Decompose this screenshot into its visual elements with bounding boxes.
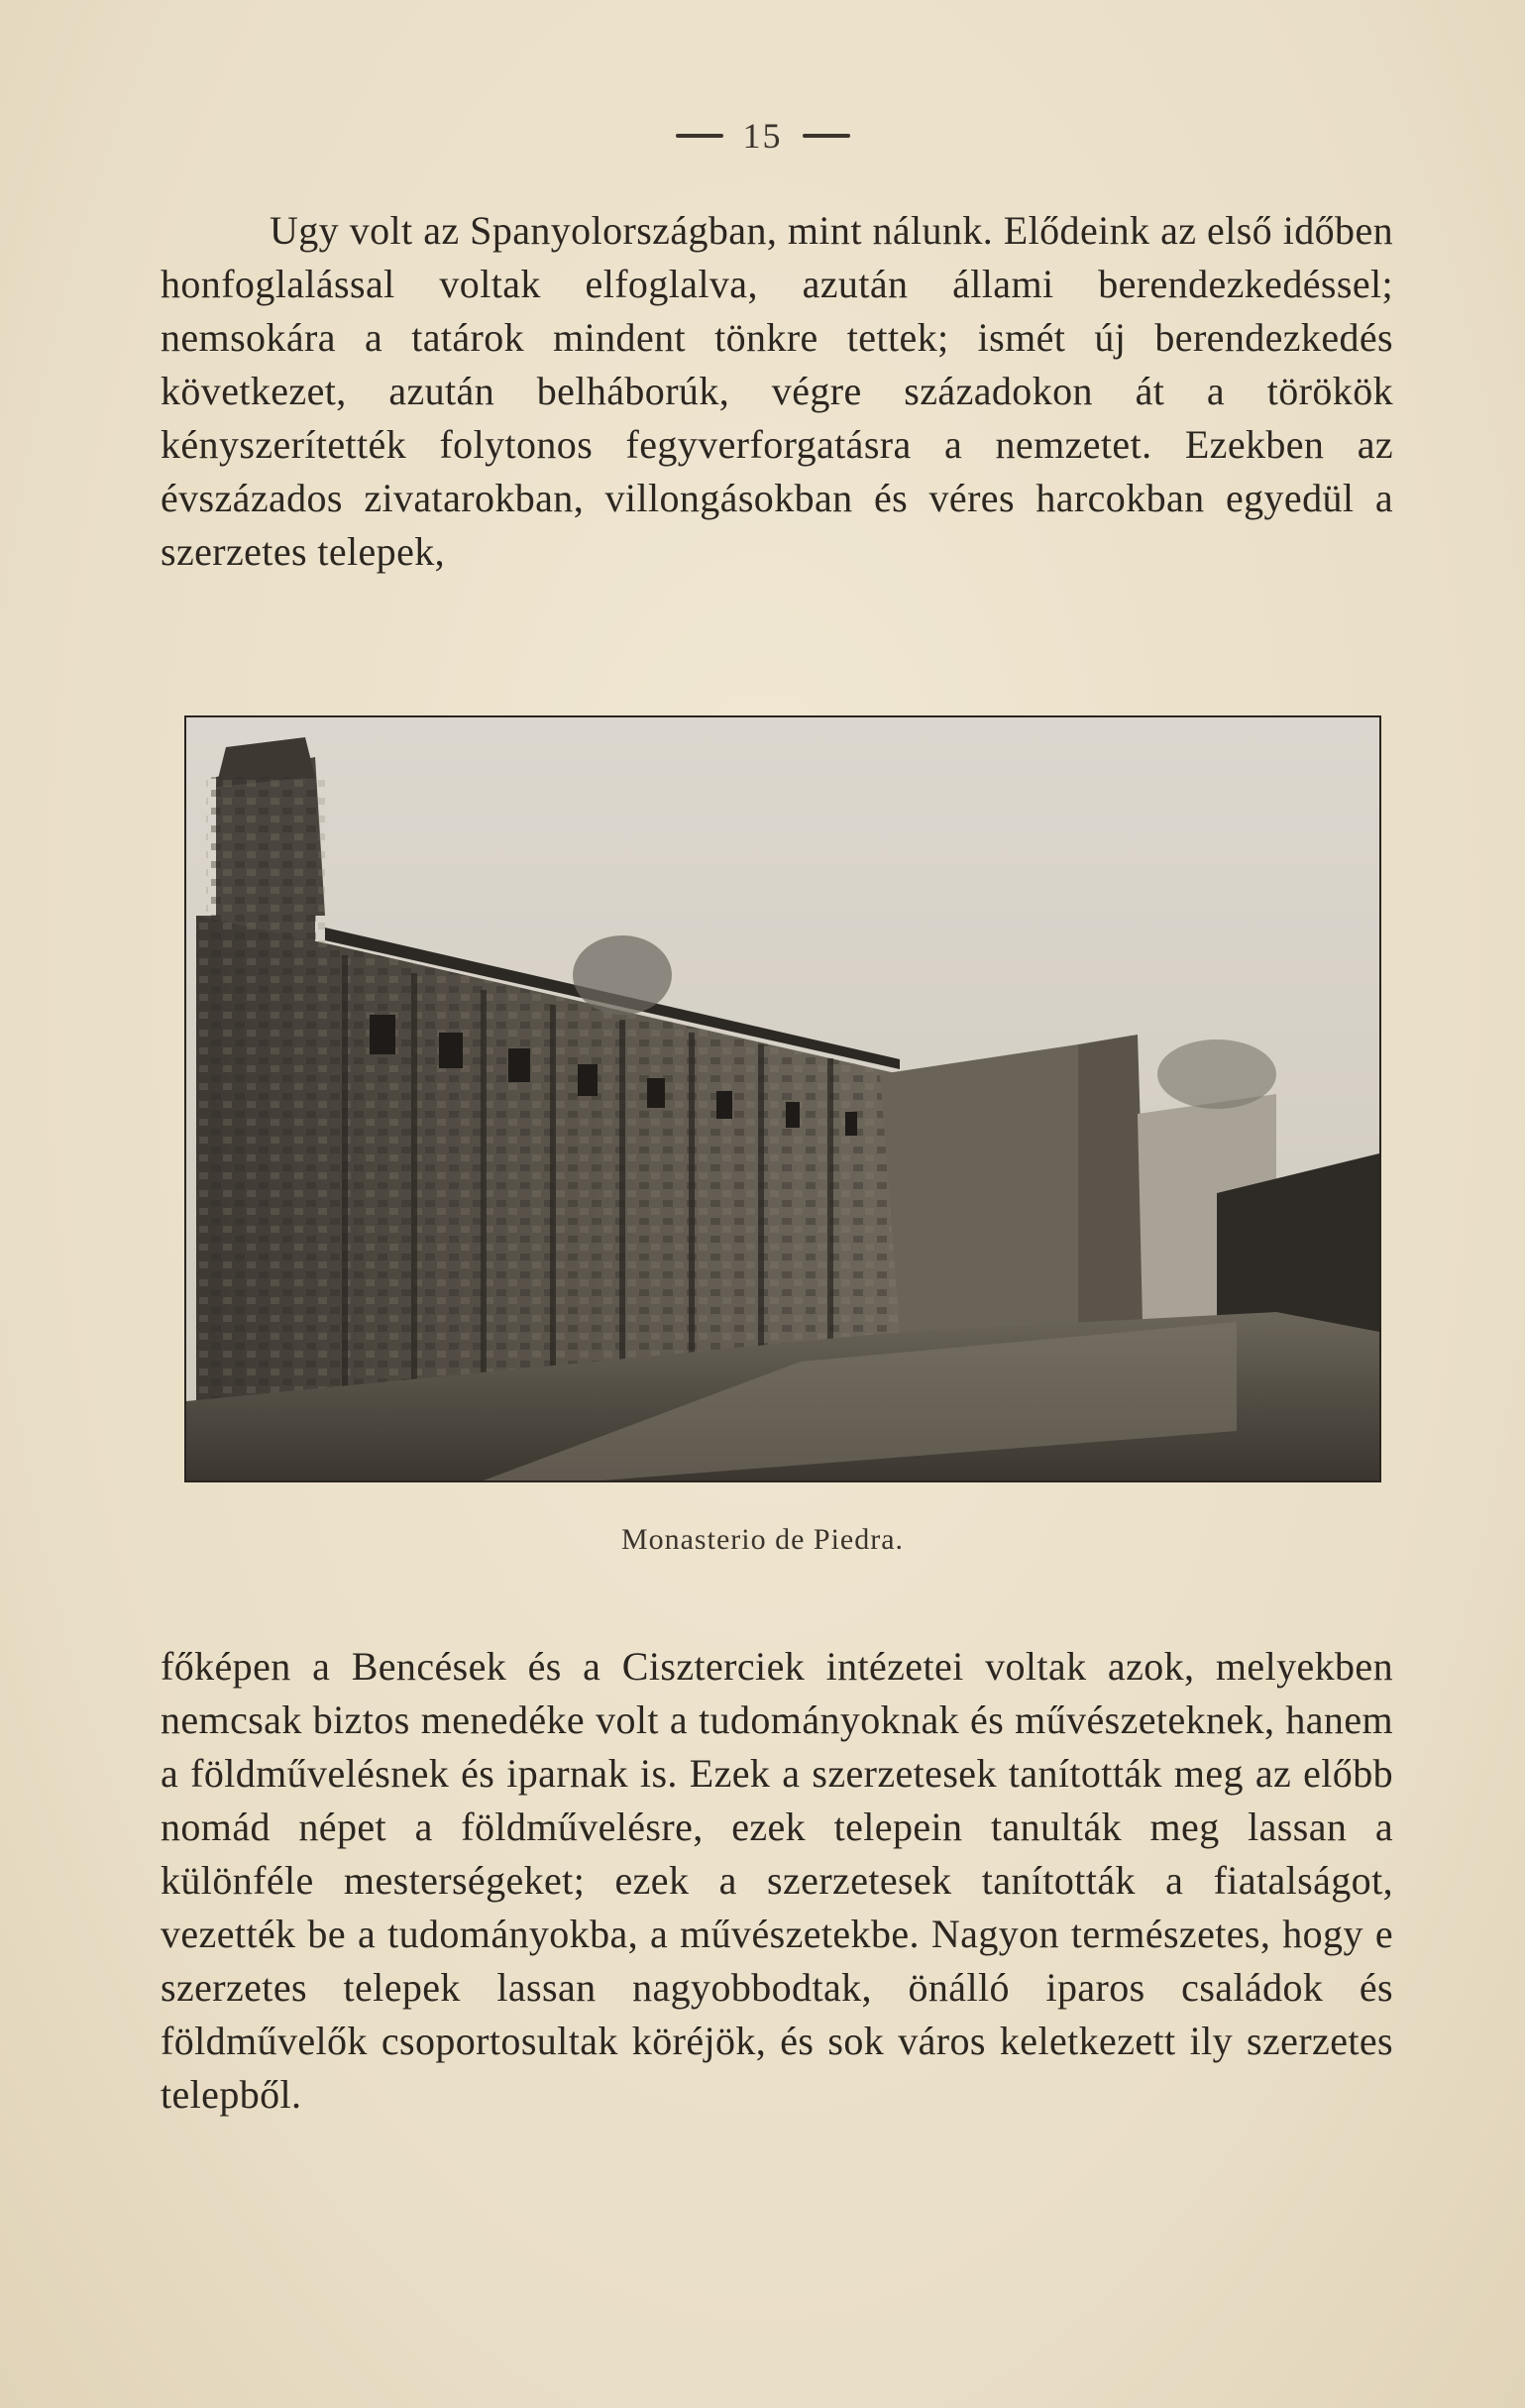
header-ornament-left bbox=[676, 134, 723, 138]
photo-illustration bbox=[186, 717, 1379, 1480]
header-ornament-right bbox=[803, 134, 850, 138]
page-number: 15 bbox=[742, 116, 783, 156]
figure-caption: Monasterio de Piedra. bbox=[620, 1523, 905, 1556]
paragraph-1: Ugy volt az Spanyolországban, mint nálunk. Elődeink az első időben honfoglalással voltak elfoglalva, azután állami berendezkedéssel; nemsokára a tatárok mindent tönkre tettek; ismét új berendezkedés következet, azután belháborúk, végre századokon át a törökök kényszerítették folytonos fegyverforgatásra a nemzetet. Ezekben az évszázados zivatarokban, villongásokban és véres harcokban egyedül a szerzetes telepek, bbox=[161, 208, 1393, 574]
page-header bbox=[0, 111, 1525, 161]
right-tower bbox=[1073, 1035, 1147, 1352]
paragraph-2: főképen a Bencések és a Ciszterciek intézetei voltak azok, melyekben nemcsak biztos menedéke volt a tudományoknak és művészeteknek, hanem a földművelésnek és iparnak is. Ezek a szerzetesek tanították meg az előbb nomád népet a földművelésre, ezek telepein tanulták meg lassan a különféle mesterségeket; ezek a szerzetesek tanították a fiatalságot, vezették be a tudományokba, a művészetekbe. Nagyon természetes, hogy e szerzetes telepek lassan nagyobbodtak, önálló iparos családok és földművelők csoportosultak köréjök, és sok város keletkezett ily szerzetes telepből. bbox=[161, 1644, 1393, 2117]
monastery-photo bbox=[184, 715, 1381, 1482]
